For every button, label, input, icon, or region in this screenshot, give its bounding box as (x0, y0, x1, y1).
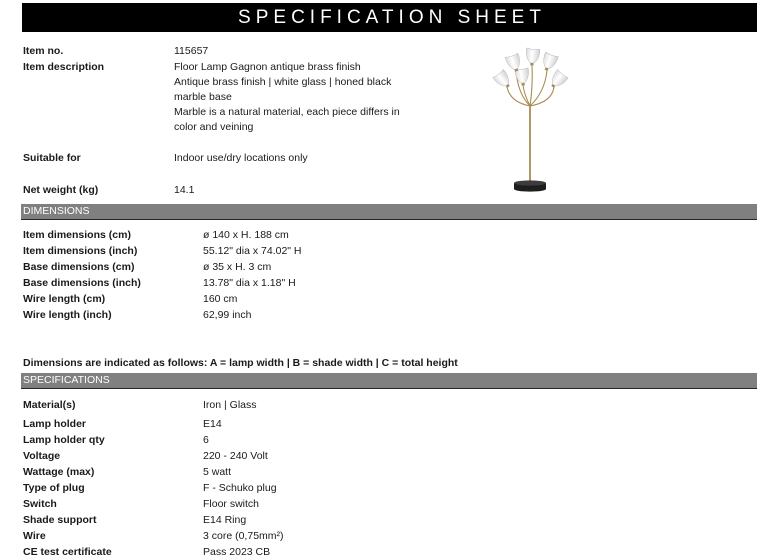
item-description-line: Floor Lamp Gagnon antique brass finish (174, 61, 361, 73)
suitable-for-label: Suitable for (23, 152, 81, 164)
dimension-label: Item dimensions (inch) (23, 245, 138, 257)
dimension-value: 62,99 inch (203, 309, 252, 321)
item-description-line: color and veining (174, 121, 254, 133)
dimension-label: Item dimensions (cm) (23, 229, 131, 241)
item-no-value: 115657 (174, 45, 209, 57)
dimension-label: Wire length (inch) (23, 309, 112, 321)
spec-label: Voltage (23, 450, 61, 462)
item-description-line: marble base (174, 91, 232, 103)
dimensions-heading: DIMENSIONS (23, 205, 90, 217)
spec-value: E14 (203, 418, 222, 430)
lamp-shades (493, 48, 568, 91)
spec-label: Material(s) (23, 399, 76, 411)
dimension-label: Wire length (cm) (23, 293, 106, 305)
lamp-shade (493, 69, 514, 91)
item-description-line: Antique brass finish | white glass | honed black (174, 76, 392, 88)
lamp-shade (525, 48, 540, 66)
suitable-for-value: Indoor use/dry locations only (174, 152, 308, 164)
lamp-arms (507, 65, 554, 106)
dimensions-section-bar (21, 204, 757, 220)
lamp-shade (540, 52, 558, 72)
spec-value: 6 (203, 434, 209, 446)
item-no-label: Item no. (23, 45, 64, 57)
floor-lamp-image (490, 40, 570, 196)
dimension-value: ø 140 x H. 188 cm (203, 229, 289, 241)
specifications-heading: SPECIFICATIONS (23, 374, 110, 386)
page-title: SPECIFICATION SHEET (238, 7, 546, 28)
dimensions-note: Dimensions are indicated as follows: A = lamp width | B = shade width | C = total height (23, 357, 458, 369)
spec-value: 5 watt (203, 466, 232, 478)
spec-label: Type of plug (23, 482, 85, 494)
spec-value: Pass 2023 CB (203, 546, 271, 558)
spec-label: Wattage (max) (23, 466, 95, 478)
spec-value: F - Schuko plug (203, 482, 277, 494)
spec-label: CE test certificate (23, 546, 112, 558)
spec-value: E14 Ring (203, 514, 247, 526)
dimension-value: 160 cm (203, 293, 238, 305)
spec-value: Iron | Glass (203, 399, 257, 411)
spec-label: Lamp holder (23, 418, 87, 430)
title-bar (22, 3, 757, 32)
item-description-value (174, 60, 400, 135)
spec-label: Wire (23, 530, 46, 542)
dimension-value: 55.12" dia x 74.02" H (203, 245, 302, 257)
dimension-value: 13.78" dia x 1.18" H (203, 277, 296, 289)
spec-value: Floor switch (203, 498, 260, 510)
dimension-label: Base dimensions (inch) (23, 277, 141, 289)
net-weight-label: Net weight (kg) (23, 184, 99, 196)
spec-label: Lamp holder qty (23, 434, 105, 446)
spec-label: Switch (23, 498, 57, 510)
specifications-section-bar (21, 373, 757, 389)
spec-value: 220 - 240 Volt (203, 450, 268, 462)
spec-value: 3 core (0,75mm²) (203, 530, 284, 542)
net-weight-value: 14.1 (174, 184, 195, 196)
item-description-label: Item description (23, 61, 105, 73)
spec-label: Shade support (23, 514, 97, 526)
dimension-label: Base dimensions (cm) (23, 261, 135, 273)
lamp-base (514, 180, 546, 191)
dimension-value: ø 35 x H. 3 cm (203, 261, 272, 273)
lamp-shade (547, 69, 568, 91)
item-description-line: Marble is a natural material, each piece differs in (174, 106, 400, 118)
